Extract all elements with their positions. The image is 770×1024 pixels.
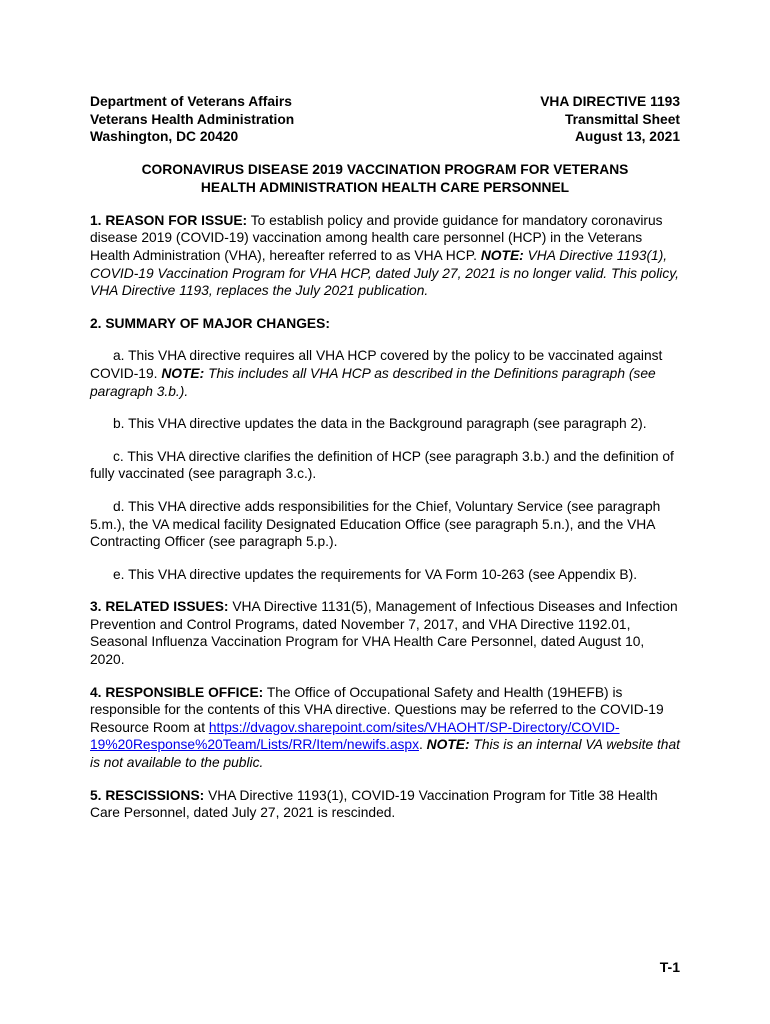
title-line-1: CORONAVIRUS DISEASE 2019 VACCINATION PROGRAM FOR VETERANS — [141, 161, 629, 177]
directive-type: Transmittal Sheet — [564, 111, 680, 127]
section-reason-for-issue — [90, 212, 680, 300]
section-heading: 3. RELATED ISSUES: — [90, 599, 229, 615]
resource-room-link[interactable]: https://dvagov.sharepoint.com/sites/VHAOHT/SP-Directory/COVID-19%20Response%20Team/Lists/RR/Item/newifs.aspx — [90, 719, 620, 753]
note-text: This includes all VHA HCP as described in the Definitions paragraph (see paragraph 3.b.). — [90, 365, 656, 399]
section-text: To establish policy and provide guidance for mandatory coronavirus disease 2019 (COVID-19) vaccination among health care personnel (HCP) in the Veterans Health Administration (VHA), hereafter referred to as VHA HCP. — [90, 212, 663, 263]
agency-address: Washington, DC 20420 — [90, 129, 239, 145]
agency-department: Department of Veterans Affairs — [90, 94, 292, 109]
note-label: NOTE: — [426, 737, 470, 753]
note-text: VHA Directive 1193(1), COVID-19 Vaccination Program for VHA HCP, dated July 27, 2021 is no longer valid. This policy, VHA Directive 1193, replaces the July 2021 publication. — [90, 247, 679, 299]
summary-item-a — [90, 347, 680, 400]
summary-item-b: b. This VHA directive updates the data in the Background paragraph (see paragraph 2). — [113, 416, 647, 432]
directive-date: August 13, 2021 — [574, 129, 680, 145]
summary-item-a-text: a. This VHA directive requires all VHA HCP covered by the policy to be vaccinated against COVID-19. — [90, 348, 663, 381]
section-heading: 1. REASON FOR ISSUE: — [90, 212, 248, 228]
document-title — [90, 161, 680, 197]
section-text: VHA Directive 1193(1), COVID-19 Vaccination Program for Title 38 Health Care Personnel, dated July 27, 2021 is rescinded. — [90, 787, 658, 821]
title-line-2: HEALTH ADMINISTRATION HEALTH CARE PERSONNEL — [200, 179, 570, 195]
summary-item-d: d. This VHA directive adds responsibilities for the Chief, Voluntary Service (see paragraph 5.m.), the VA medical facility Designated Education Office (see paragraph 5.n.), and the VHA Contracting Officer (see paragraph 5.p.). — [90, 498, 661, 550]
directive-number: VHA DIRECTIVE 1193 — [540, 94, 680, 109]
agency-block — [90, 93, 294, 146]
document-header — [90, 93, 680, 146]
note-label: NOTE: — [161, 365, 205, 381]
section-text: VHA Directive 1131(5), Management of Infectious Diseases and Infection Prevention and Control Programs, dated November 7, 2017, and VHA Directive 1192.01, Seasonal Influenza Vaccination Program for VHA Health Care Personnel, dated August 10, 2020. — [90, 599, 678, 668]
summary-item-c: c. This VHA directive clarifies the definition of HCP (see paragraph 3.b.) and the definition of fully vaccinated (see paragraph 3.c.). — [90, 448, 674, 482]
page-number: T-1 — [659, 959, 680, 975]
section-rescissions — [90, 787, 680, 822]
note-label: NOTE: — [480, 247, 524, 263]
section-related-issues — [90, 598, 680, 668]
note-text: This is an internal VA website that is not available to the public. — [90, 737, 680, 771]
section-heading: 4. RESPONSIBLE OFFICE: — [90, 684, 264, 700]
summary-item-e: e. This VHA directive updates the requirements for VA Form 10-263 (see Appendix B). — [113, 566, 638, 582]
section-text: The Office of Occupational Safety and Health (19HEFB) is responsible for the contents of this VHA directive. Questions may be referred to the COVID-19 Resource Room at — [90, 684, 664, 735]
section-summary-heading: 2. SUMMARY OF MAJOR CHANGES: — [90, 315, 330, 331]
agency-administration: Veterans Health Administration — [90, 111, 295, 127]
link-trailing-text: . — [418, 737, 427, 753]
directive-block — [540, 93, 680, 146]
section-heading: 5. RESCISSIONS: — [90, 787, 205, 803]
section-responsible-office — [90, 684, 680, 772]
document-page — [90, 93, 680, 822]
